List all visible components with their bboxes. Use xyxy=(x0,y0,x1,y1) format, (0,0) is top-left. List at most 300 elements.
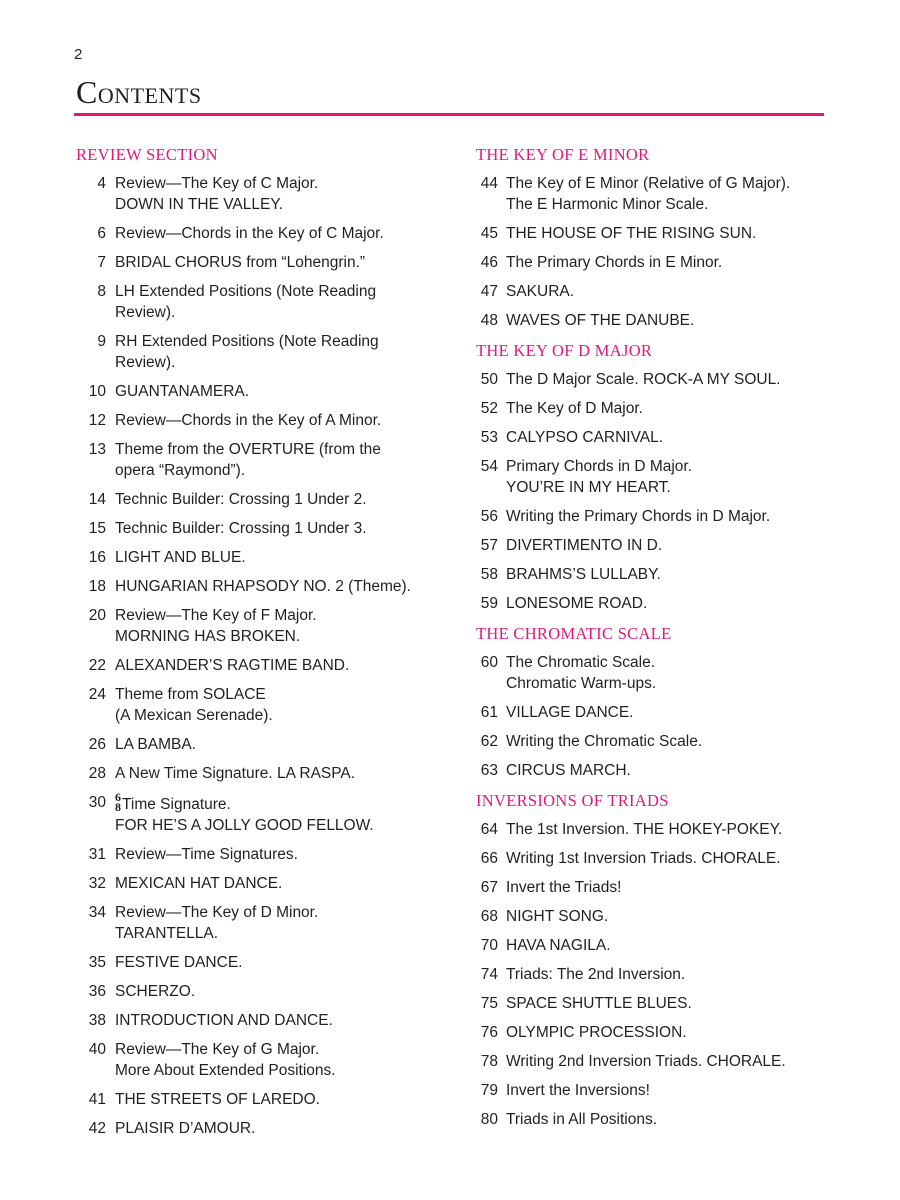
entry-page-number-cell xyxy=(476,310,496,331)
toc-entry xyxy=(476,1022,856,1043)
toc-entry xyxy=(476,427,856,448)
entry-title-line xyxy=(115,626,317,647)
toc-entry xyxy=(76,252,446,273)
entry-title-line xyxy=(506,964,685,985)
entry-title-text: DOWN IN THE VALLEY. xyxy=(115,196,283,213)
entry-title-line xyxy=(506,593,647,614)
entry-title xyxy=(106,576,411,597)
entry-page-number: 28 xyxy=(88,765,106,782)
entry-page-number: 36 xyxy=(88,983,106,1000)
entry-title-line xyxy=(506,819,782,840)
entry-title-text: (A Mexican Serenade). xyxy=(115,707,273,724)
entry-title xyxy=(496,427,663,448)
entry-title-text: ALEXANDER’S RAGTIME BAND. xyxy=(115,657,350,674)
entry-title-line xyxy=(115,655,349,676)
entry-title-text: SCHERZO. xyxy=(115,983,196,1000)
entry-title-line xyxy=(115,173,318,194)
toc-entry xyxy=(476,223,856,244)
toc-entry xyxy=(476,760,856,781)
entry-page-number: 14 xyxy=(88,491,106,508)
entry-title-line xyxy=(115,844,298,865)
left-column xyxy=(76,141,446,1149)
entry-title xyxy=(106,844,298,865)
entry-title xyxy=(496,1109,657,1130)
entry-title-line xyxy=(115,763,355,784)
entry-title-line xyxy=(115,815,374,836)
entry-page-number-cell xyxy=(76,1039,106,1081)
entry-title-text: Writing 2nd Inversion Triads. CHORALE. xyxy=(506,1053,786,1070)
toc-entry xyxy=(476,1051,856,1072)
entry-page-number: 68 xyxy=(480,908,498,925)
entry-page-number: 4 xyxy=(97,175,106,192)
entry-title-text: The Chromatic Scale. xyxy=(506,654,656,671)
entry-title-text: The 1st Inversion. THE HOKEY-POKEY. xyxy=(506,821,783,838)
toc-entry xyxy=(76,547,446,568)
entry-page-number-cell xyxy=(476,456,496,498)
toc-entry xyxy=(476,964,856,985)
entry-page-number: 40 xyxy=(88,1041,106,1058)
entry-title-line xyxy=(115,381,249,402)
toc-entry xyxy=(76,576,446,597)
entry-title-line xyxy=(115,1089,320,1110)
entry-title xyxy=(496,593,647,614)
entry-page-number: 34 xyxy=(88,904,106,921)
entry-page-number-cell xyxy=(76,605,106,647)
entry-title-text: INTRODUCTION AND DANCE. xyxy=(115,1012,333,1029)
toc-entry xyxy=(76,873,446,894)
entry-title-line xyxy=(506,652,656,673)
toc-entry xyxy=(476,398,856,419)
entry-title-text: NIGHT SONG. xyxy=(506,908,609,925)
entry-title-line xyxy=(506,535,662,556)
entry-page-number: 50 xyxy=(480,371,498,388)
entry-title xyxy=(496,310,694,331)
entry-title-line xyxy=(115,873,282,894)
entry-title-line xyxy=(115,439,381,460)
entry-title xyxy=(106,410,381,431)
entry-page-number: 6 xyxy=(97,225,106,242)
entry-title-text: HAVA NAGILA. xyxy=(506,937,611,954)
entry-title-text: PLAISIR D’AMOUR. xyxy=(115,1120,256,1137)
entry-title-text: LH Extended Positions (Note Reading xyxy=(115,283,377,300)
entry-title-line xyxy=(115,518,367,539)
toc-entry xyxy=(476,1080,856,1101)
entry-title xyxy=(496,652,656,694)
entry-title-text: Review—The Key of G Major. xyxy=(115,1041,320,1058)
entry-title-line xyxy=(506,564,661,585)
entry-title-text: Invert the Inversions! xyxy=(506,1082,650,1099)
entry-page-number: 54 xyxy=(480,458,498,475)
entry-title-line xyxy=(506,906,608,927)
entry-title xyxy=(496,1080,650,1101)
entry-title-line xyxy=(506,477,692,498)
entry-page-number-cell xyxy=(476,535,496,556)
entry-title-text: VILLAGE DANCE. xyxy=(506,704,634,721)
entry-page-number-cell xyxy=(476,1051,496,1072)
entry-page-number: 26 xyxy=(88,736,106,753)
entry-title xyxy=(496,760,631,781)
toc-entry xyxy=(76,1039,446,1081)
entry-title-line xyxy=(506,993,692,1014)
entry-page-number: 48 xyxy=(480,312,498,329)
entry-title xyxy=(496,819,782,840)
entry-title-line xyxy=(506,194,790,215)
entry-title xyxy=(496,369,781,390)
entry-page-number-cell xyxy=(76,1118,106,1139)
toc-entry xyxy=(476,593,856,614)
entry-title xyxy=(496,877,621,898)
toc-entry xyxy=(76,734,446,755)
entry-page-number: 24 xyxy=(88,686,106,703)
entry-title-line xyxy=(115,1118,255,1139)
entry-title-line xyxy=(506,223,756,244)
entry-title xyxy=(106,1010,333,1031)
entry-title xyxy=(106,1118,255,1139)
entry-page-number-cell xyxy=(76,952,106,973)
entry-title-text: The Key of E Minor (Relative of G Major). xyxy=(506,175,791,192)
entry-title-text: DIVERTIMENTO IN D. xyxy=(506,537,663,554)
entry-title xyxy=(496,506,770,527)
entry-page-number-cell xyxy=(476,877,496,898)
entry-title-text: The Primary Chords in E Minor. xyxy=(506,254,723,271)
entry-title-line xyxy=(506,1051,786,1072)
entry-title-text: SPACE SHUTTLE BLUES. xyxy=(506,995,692,1012)
entry-title-text: A New Time Signature. LA RASPA. xyxy=(115,765,356,782)
toc-entry xyxy=(76,605,446,647)
entry-page-number-cell xyxy=(76,902,106,944)
toc-entry xyxy=(476,456,856,498)
toc-entry xyxy=(476,819,856,840)
entry-page-number-cell xyxy=(76,410,106,431)
entry-title-line xyxy=(115,194,318,215)
entry-title xyxy=(496,173,790,215)
entry-page-number-cell xyxy=(476,964,496,985)
entry-page-number: 47 xyxy=(480,283,498,300)
entry-title-line xyxy=(115,410,381,431)
entry-title xyxy=(496,398,643,419)
entry-page-number-cell xyxy=(476,506,496,527)
entry-title-line xyxy=(506,369,781,390)
toc-entry xyxy=(76,281,446,323)
entry-page-number: 62 xyxy=(480,733,498,750)
toc-entry xyxy=(476,173,856,215)
entry-title-text: Technic Builder: Crossing 1 Under 3. xyxy=(115,520,367,537)
entry-page-number-cell xyxy=(76,655,106,676)
entry-title xyxy=(106,952,242,973)
entry-title xyxy=(106,873,282,894)
right-column xyxy=(476,141,856,1140)
entry-page-number: 56 xyxy=(480,508,498,525)
entry-title-line xyxy=(506,1080,650,1101)
toc-entry xyxy=(476,506,856,527)
entry-page-number: 41 xyxy=(88,1091,106,1108)
entry-title-text: The Key of D Major. xyxy=(506,400,643,417)
entry-page-number-cell xyxy=(476,1022,496,1043)
entry-page-number: 30 xyxy=(88,794,106,811)
title-rule xyxy=(74,113,824,116)
entry-page-number: 66 xyxy=(480,850,498,867)
entry-page-number: 45 xyxy=(480,225,498,242)
toc-entry xyxy=(476,252,856,273)
entry-page-number: 7 xyxy=(97,254,106,271)
section-heading: THE CHROMATIC SCALE xyxy=(476,624,672,643)
entry-title xyxy=(106,763,355,784)
entry-page-number-cell xyxy=(76,1089,106,1110)
entry-title-text: RH Extended Positions (Note Reading xyxy=(115,333,379,350)
entry-title-text: Review—Time Signatures. xyxy=(115,846,298,863)
entry-page-number-cell xyxy=(476,760,496,781)
section-heading: THE KEY OF D MAJOR xyxy=(476,341,653,360)
entry-page-number-cell xyxy=(76,873,106,894)
entry-title xyxy=(106,252,365,273)
entry-page-number-cell xyxy=(76,381,106,402)
entry-title-text: TARANTELLA. xyxy=(115,925,219,942)
entry-title xyxy=(106,605,317,647)
entry-title-text: CIRCUS MARCH. xyxy=(506,762,631,779)
entry-title-line xyxy=(506,398,643,419)
entry-title-line xyxy=(506,673,656,694)
entry-title xyxy=(496,935,611,956)
entry-page-number: 59 xyxy=(480,595,498,612)
toc-entry xyxy=(476,702,856,723)
entry-page-number-cell xyxy=(476,1080,496,1101)
entry-title-text: Writing the Primary Chords in D Major. xyxy=(506,508,771,525)
entry-title-text: FOR HE’S A JOLLY GOOD FELLOW. xyxy=(115,817,374,834)
entry-title-line xyxy=(506,281,574,302)
entry-page-number: 58 xyxy=(480,566,498,583)
entry-title-line xyxy=(115,1010,333,1031)
entry-page-number-cell xyxy=(476,906,496,927)
entry-page-number-cell xyxy=(476,398,496,419)
entry-page-number: 57 xyxy=(480,537,498,554)
entry-title-text: WAVES OF THE DANUBE. xyxy=(506,312,695,329)
toc-entry xyxy=(76,518,446,539)
toc-entry xyxy=(76,952,446,973)
entry-title-line xyxy=(115,923,318,944)
entry-page-number: 38 xyxy=(88,1012,106,1029)
toc-entry xyxy=(476,652,856,694)
entry-page-number-cell xyxy=(476,993,496,1014)
entry-page-number-cell xyxy=(76,173,106,215)
section-heading: THE KEY OF E MINOR xyxy=(476,145,650,164)
entry-title-line xyxy=(506,702,634,723)
entry-title-text: SAKURA. xyxy=(506,283,575,300)
entry-title-line xyxy=(115,1039,336,1060)
entry-title-text: Review—The Key of C Major. xyxy=(115,175,319,192)
entry-title xyxy=(106,684,273,726)
toc-entry xyxy=(76,684,446,726)
entry-title-line xyxy=(115,684,273,705)
entry-title-text: Review—The Key of D Minor. xyxy=(115,904,319,921)
entry-title-text: YOU’RE IN MY HEART. xyxy=(506,479,671,496)
entry-title-text: LONESOME ROAD. xyxy=(506,595,648,612)
toc-entry xyxy=(476,731,856,752)
toc-section xyxy=(476,791,856,1130)
entry-title-line xyxy=(115,902,318,923)
entry-title xyxy=(106,223,384,244)
entry-title-text: Time Signature. xyxy=(122,796,231,813)
entry-title xyxy=(496,848,781,869)
entry-page-number: 31 xyxy=(88,846,106,863)
entry-page-number: 70 xyxy=(480,937,498,954)
time-signature-symbol xyxy=(115,792,121,812)
entry-page-number-cell xyxy=(76,331,106,373)
section-heading: REVIEW SECTION xyxy=(76,145,218,164)
entry-page-number: 53 xyxy=(480,429,498,446)
toc-entry xyxy=(76,792,446,836)
entry-title-text: CALYPSO CARNIVAL. xyxy=(506,429,664,446)
entry-page-number: 16 xyxy=(88,549,106,566)
entry-title-text: Review—Chords in the Key of A Minor. xyxy=(115,412,382,429)
entry-title-text: opera “Raymond”). xyxy=(115,462,246,479)
toc-entry xyxy=(476,281,856,302)
entry-title-text: Primary Chords in D Major. xyxy=(506,458,693,475)
toc-entry xyxy=(476,369,856,390)
entry-title-line xyxy=(115,792,374,815)
entry-title-text: HUNGARIAN RHAPSODY NO. 2 (Theme). xyxy=(115,578,411,595)
entry-title xyxy=(496,564,661,585)
entry-title-line xyxy=(506,1109,657,1130)
entry-title-line xyxy=(115,331,379,352)
entry-page-number-cell xyxy=(476,731,496,752)
entry-title xyxy=(106,518,367,539)
entry-title-text: LIGHT AND BLUE. xyxy=(115,549,246,566)
entry-title xyxy=(496,1051,786,1072)
entry-title-text: BRIDAL CHORUS from “Lohengrin.” xyxy=(115,254,366,271)
entry-title-text: Review). xyxy=(115,354,176,371)
entry-title-text: THE STREETS OF LAREDO. xyxy=(115,1091,320,1108)
entry-page-number-cell xyxy=(476,702,496,723)
toc-entry xyxy=(476,310,856,331)
entry-title-line xyxy=(506,252,722,273)
entry-title-line xyxy=(506,760,631,781)
toc-entry xyxy=(476,993,856,1014)
entry-title xyxy=(106,655,349,676)
toc-entry xyxy=(76,173,446,215)
entry-title-line xyxy=(115,547,246,568)
entry-title-line xyxy=(115,1060,336,1081)
entry-page-number-cell xyxy=(76,1010,106,1031)
entry-title xyxy=(496,964,685,985)
entry-page-number-cell xyxy=(76,763,106,784)
toc-entry xyxy=(476,564,856,585)
entry-title xyxy=(496,702,634,723)
entry-title-text: Theme from the OVERTURE (from the xyxy=(115,441,381,458)
entry-title xyxy=(106,281,376,323)
entry-page-number: 80 xyxy=(480,1111,498,1128)
entry-title-line xyxy=(115,981,195,1002)
entry-title-line xyxy=(506,456,692,477)
toc-section xyxy=(76,145,446,1139)
entry-title-text: Triads in All Positions. xyxy=(506,1111,658,1128)
entry-title-line xyxy=(506,731,702,752)
entry-page-number-cell xyxy=(476,593,496,614)
entry-page-number: 10 xyxy=(88,383,106,400)
entry-page-number: 12 xyxy=(88,412,106,429)
entry-title-text: The E Harmonic Minor Scale. xyxy=(506,196,709,213)
entry-title-line xyxy=(506,877,621,898)
entry-title xyxy=(496,281,574,302)
entry-title xyxy=(106,792,374,836)
entry-title-text: Triads: The 2nd Inversion. xyxy=(506,966,686,983)
page-number: 2 xyxy=(74,46,83,63)
entry-page-number-cell xyxy=(76,439,106,481)
entry-page-number-cell xyxy=(76,489,106,510)
entry-title-line xyxy=(115,460,381,481)
entry-title xyxy=(496,535,662,556)
toc-section xyxy=(476,145,856,331)
toc-section xyxy=(476,624,856,781)
toc-entry xyxy=(76,223,446,244)
entry-title-line xyxy=(115,952,242,973)
entry-title xyxy=(106,173,318,215)
entry-page-number-cell xyxy=(76,547,106,568)
entry-page-number-cell xyxy=(76,981,106,1002)
page-title: Contents xyxy=(76,74,202,110)
entry-page-number-cell xyxy=(76,518,106,539)
entry-page-number: 8 xyxy=(97,283,106,300)
entry-title-text: Chromatic Warm-ups. xyxy=(506,675,657,692)
entry-title-text: BRAHMS’S LULLABY. xyxy=(506,566,661,583)
toc-entry xyxy=(76,902,446,944)
entry-title xyxy=(106,489,367,510)
entry-page-number: 63 xyxy=(480,762,498,779)
entry-title-text: GUANTANAMERA. xyxy=(115,383,250,400)
entry-title-text: MEXICAN HAT DANCE. xyxy=(115,875,283,892)
entry-page-number: 67 xyxy=(480,879,498,896)
time-signature-digit: 8 xyxy=(115,800,121,814)
entry-page-number-cell xyxy=(476,427,496,448)
entry-page-number: 52 xyxy=(480,400,498,417)
entry-page-number: 15 xyxy=(88,520,106,537)
entry-title xyxy=(106,381,249,402)
toc-entry xyxy=(476,935,856,956)
entry-title-text: OLYMPIC PROCESSION. xyxy=(506,1024,687,1041)
entry-title-line xyxy=(115,576,411,597)
entry-title xyxy=(106,902,318,944)
entry-title xyxy=(496,993,692,1014)
entry-title-line xyxy=(115,252,365,273)
entry-title-line xyxy=(115,489,367,510)
entry-title-text: FESTIVE DANCE. xyxy=(115,954,243,971)
entry-page-number-cell xyxy=(476,652,496,694)
entry-title-line xyxy=(115,705,273,726)
entry-page-number: 46 xyxy=(480,254,498,271)
entry-title-line xyxy=(115,734,196,755)
entry-page-number-cell xyxy=(476,369,496,390)
toc-entry xyxy=(76,844,446,865)
entry-title xyxy=(106,439,381,481)
toc-entry xyxy=(76,439,446,481)
entry-page-number-cell xyxy=(476,173,496,215)
entry-title-line xyxy=(506,935,611,956)
entry-title-text: The D Major Scale. ROCK-A MY SOUL. xyxy=(506,371,781,388)
entry-title xyxy=(496,731,702,752)
entry-page-number-cell xyxy=(76,734,106,755)
entry-title-text: More About Extended Positions. xyxy=(115,1062,336,1079)
toc-entry xyxy=(76,410,446,431)
entry-title-text: MORNING HAS BROKEN. xyxy=(115,628,301,645)
entry-title xyxy=(106,1039,336,1081)
entry-title-text: Writing 1st Inversion Triads. CHORALE. xyxy=(506,850,781,867)
toc-entry xyxy=(76,655,446,676)
entry-title-line xyxy=(506,310,694,331)
entry-page-number-cell xyxy=(476,935,496,956)
toc-entry xyxy=(76,1089,446,1110)
entry-page-number-cell xyxy=(476,281,496,302)
entry-title xyxy=(496,252,722,273)
time-signature-digit: 6 xyxy=(115,790,121,804)
